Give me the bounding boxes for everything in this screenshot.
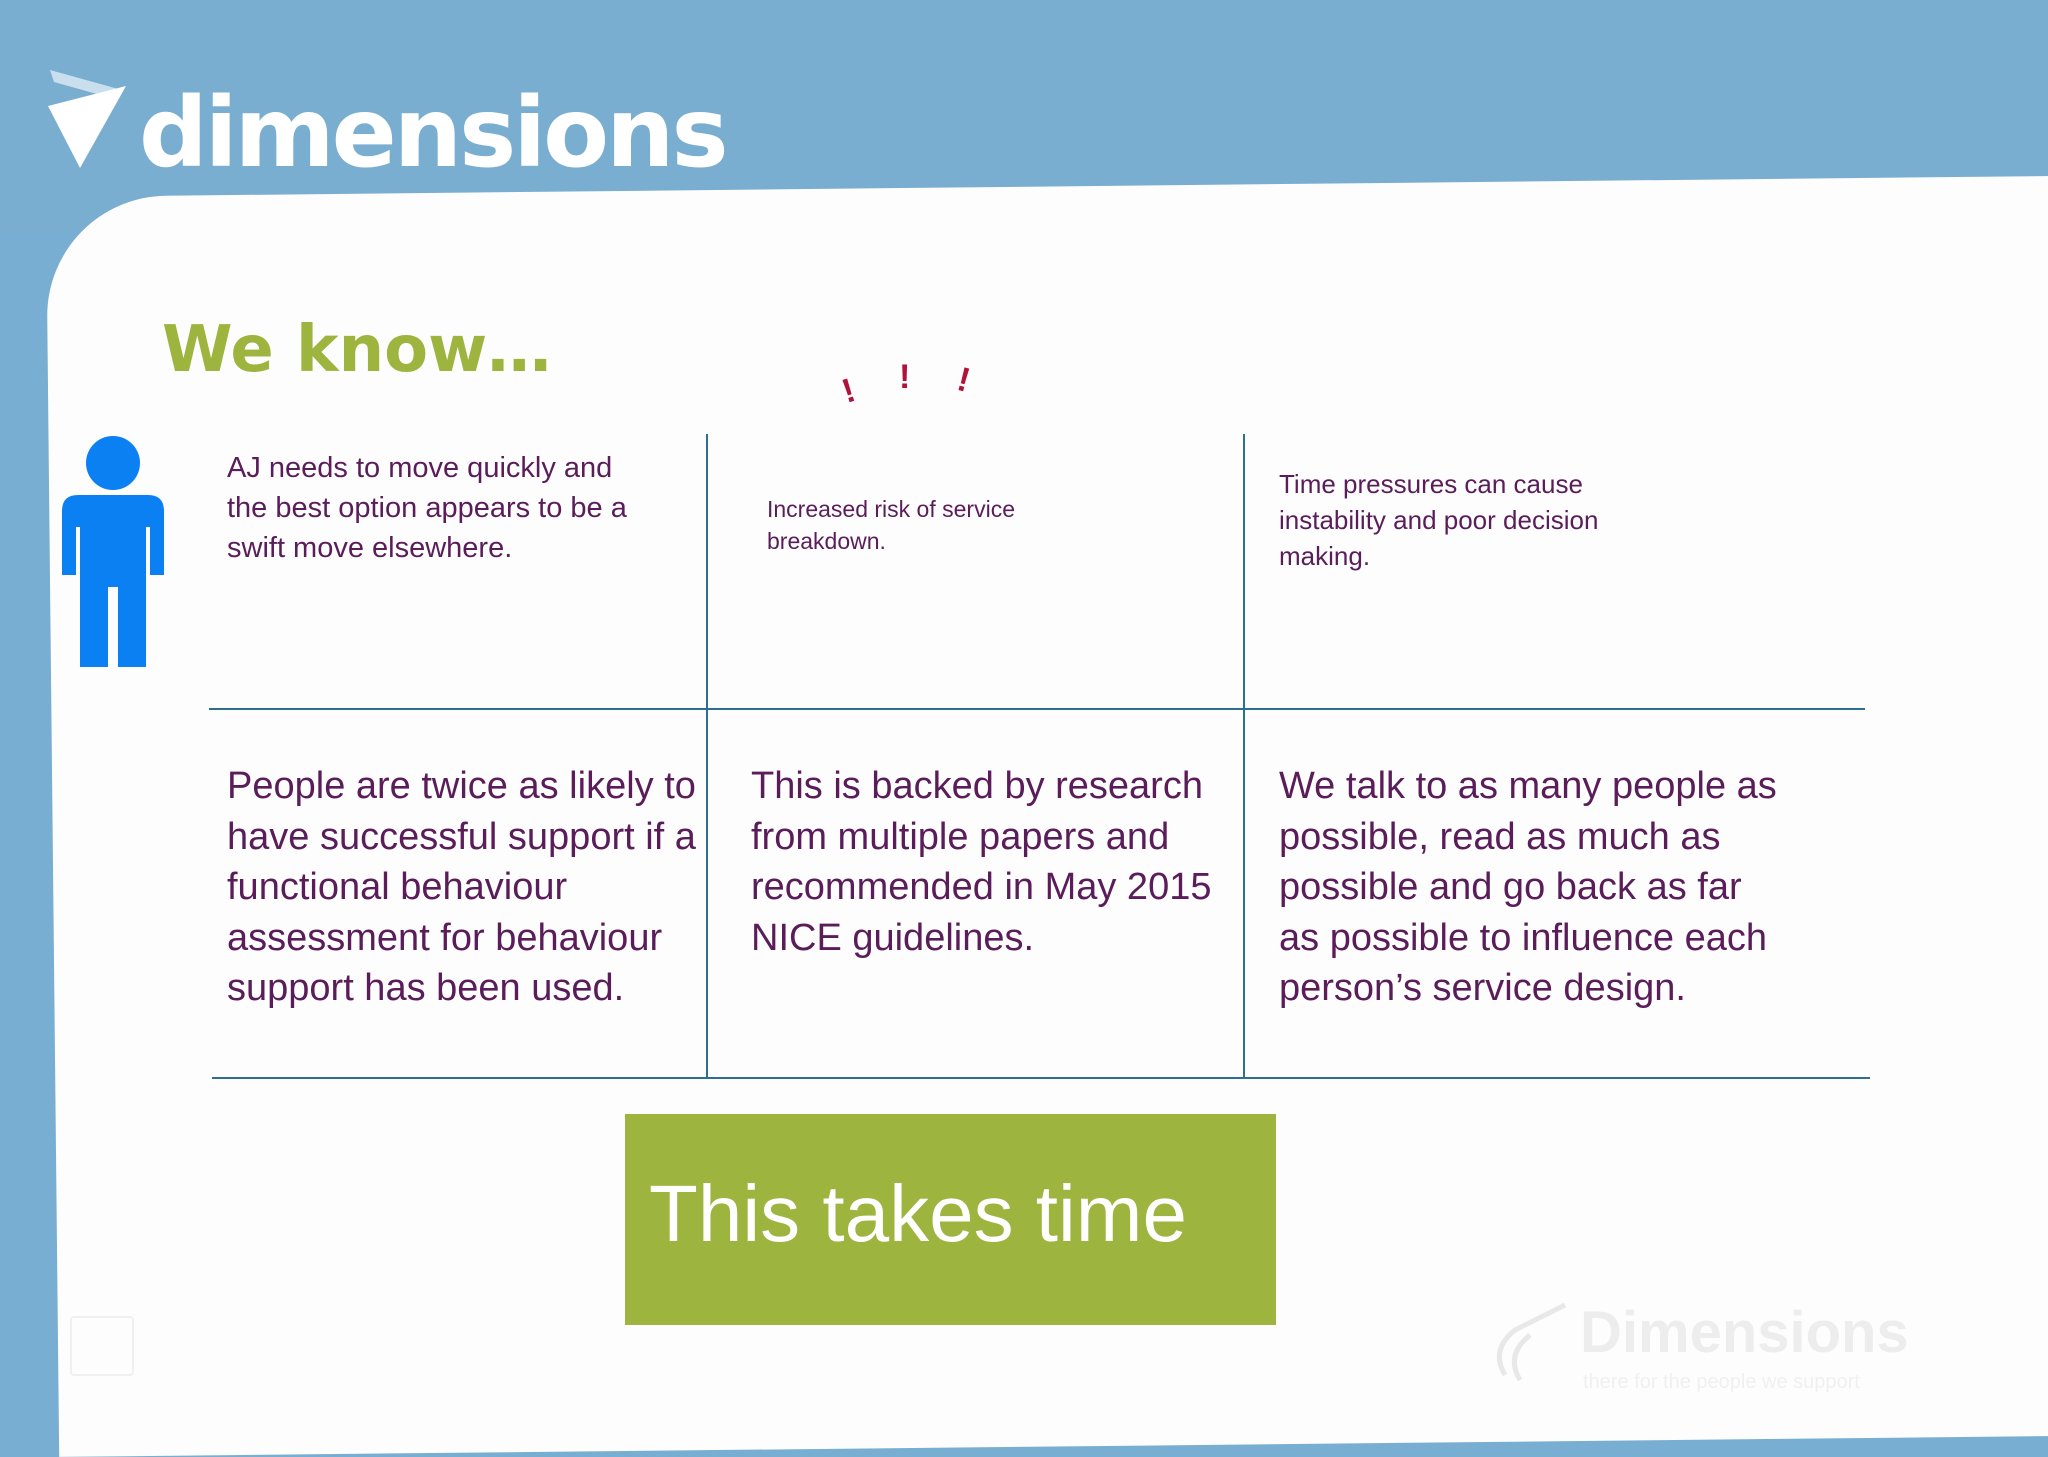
watermark <box>1485 1300 1909 1410</box>
callout-box <box>625 1114 1276 1325</box>
table-divider <box>209 708 1865 710</box>
table-divider <box>706 434 708 1079</box>
dimensions-watermark-icon <box>1485 1300 1575 1390</box>
slide-heading: We know… <box>162 313 552 387</box>
person-icon <box>60 435 166 667</box>
watermark-tagline: there for the people we support <box>1583 1371 1860 1393</box>
decorative-box <box>70 1316 134 1376</box>
cell-top-1: AJ needs to move quickly and the best option appears to be a swift move elsewhere. <box>227 452 627 564</box>
cell-top-2: Increased risk of service breakdown. <box>767 496 1015 554</box>
dimensions-logo-icon <box>44 68 134 173</box>
table-divider <box>1243 434 1245 1079</box>
dimensions-logo <box>44 68 726 189</box>
table-divider <box>212 1077 1870 1079</box>
exclamation-mark: ! <box>837 371 860 411</box>
cell-top-3: Time pressures can cause instability and poor decision making. <box>1279 469 1599 571</box>
watermark-title: Dimensions <box>1580 1300 1909 1365</box>
exclamation-mark: ! <box>953 360 975 400</box>
cell-bottom-1: People are twice as likely to have successful support if a functional behaviour assessment for behaviour support has been used. <box>227 765 696 1009</box>
exclamation-mark: ! <box>899 358 911 396</box>
callout-text: This takes time <box>649 1169 1187 1258</box>
cell-bottom-2: This is backed by research from multiple papers and recommended in May 2015 NICE guidelines. <box>751 765 1212 959</box>
logo-text: dimensions <box>139 77 726 189</box>
cell-bottom-3: We talk to as many people as possible, read as much as possible and go back as far as possible to influence each person’s service design. <box>1279 765 1777 1009</box>
